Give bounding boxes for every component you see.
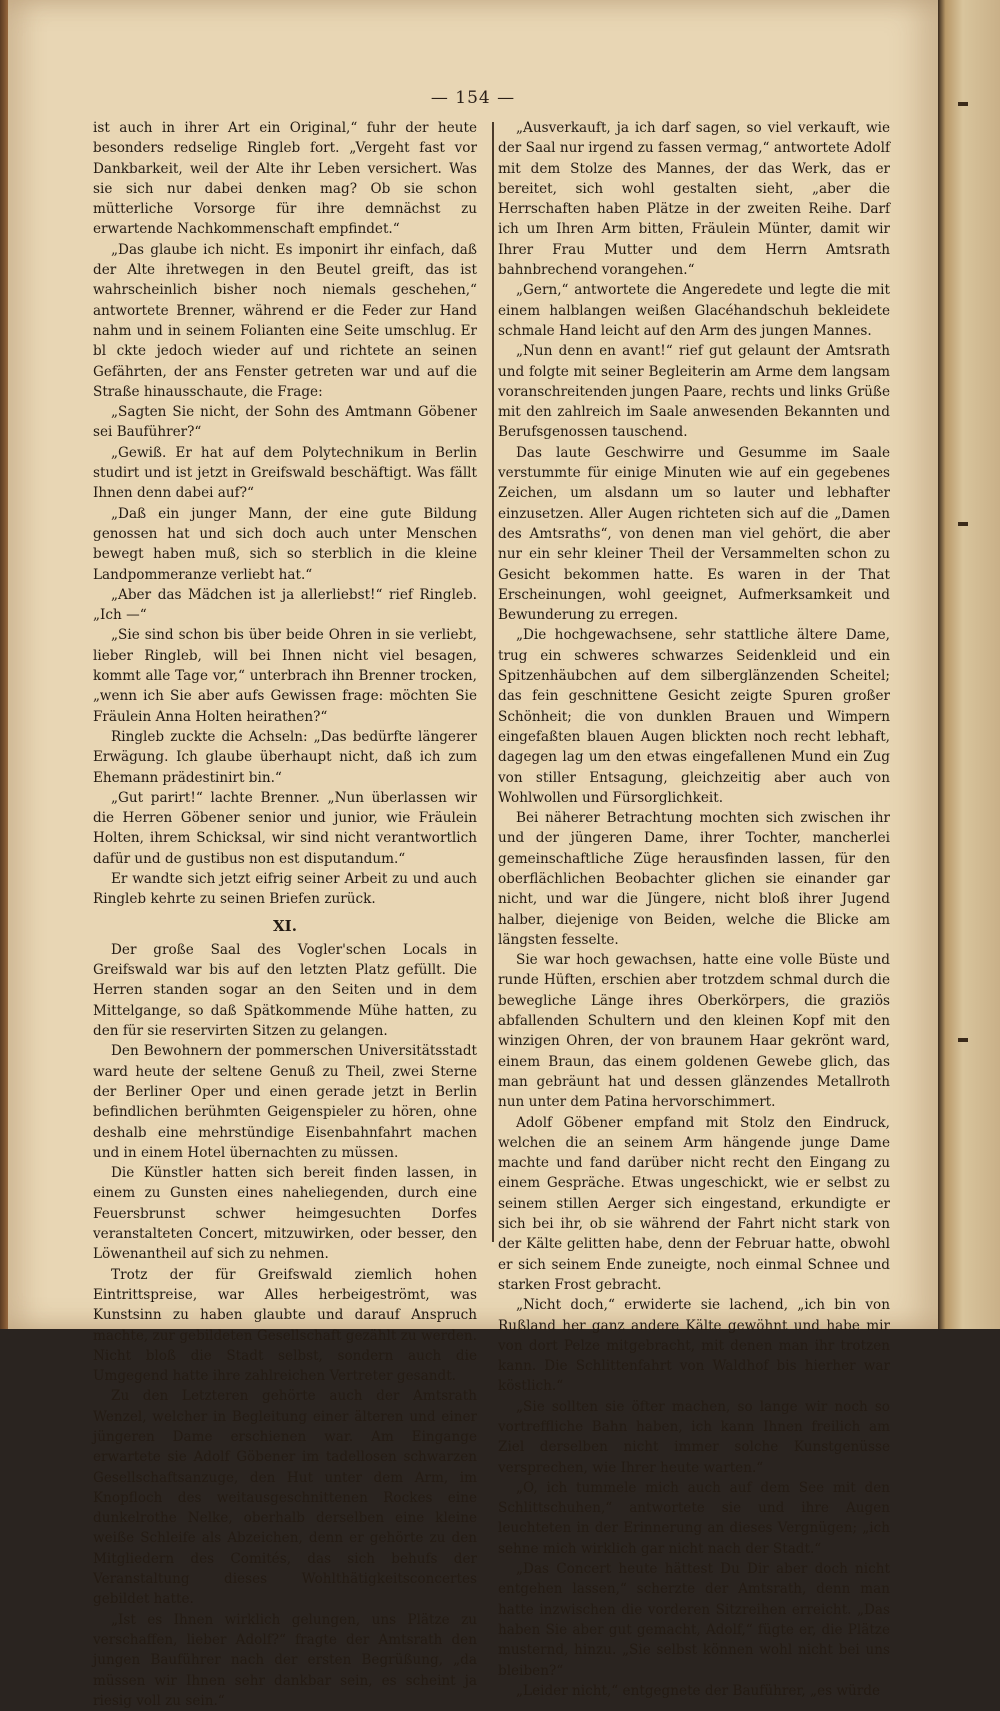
paragraph: Sie war hoch gewachsen, hatte eine volle Büste und runde Hüften, erschien aber trotzdem schmal durch die bewegliche Länge ihres Oberkörpers, die graziös abfallenden Schultern und den kleinen Kopf mit den winzigen Ohren, der von braunem Haar gekrönt ward, einem Braun, das einem goldenen Gewebe glich, das man gebräunt hat und dessen glänzendes Metallroth nun unter dem Patina hervorschimmert. [498, 952, 890, 1111]
paragraph: „Das Concert heute hättest Du Dir aber doch nicht entgehen lassen,“ scherzte der Amtsrath, denn man hatte inzwischen die vorderen Sitzreihen erreicht. „Das haben Sie aber gut gemacht, Adolf,“ fügte er, die Plätze musternd, hinzu. „Sie selbst können wohl nicht bei uns bleiben?“ [498, 1561, 890, 1679]
paragraph: Er wandte sich jetzt eifrig seiner Arbeit zu und auch Ringleb kehrte zu seinen Briefen zurück. [93, 870, 477, 908]
paragraph: „Daß ein junger Mann, der eine gute Bildung genossen hat und sich doch auch unter Menschen bewegt haben muß, sich so sterblich in die kleine Landpommeranze verliebt hat.“ [93, 505, 477, 583]
paragraph: „Sie sollten sie öfter machen, so lange wir noch so vortreffliche Bahn haben, ich kann Ihnen freilich am Ziel derselben nicht immer solche Kunstgenüsse versprechen, wie Ihrer heute warten.“ [498, 1398, 890, 1476]
right-column [498, 118, 890, 1701]
paragraph: „Aber das Mädchen ist ja allerliebst!“ rief Ringleb. „Ich —“ [93, 586, 477, 624]
paragraph: Ringleb zuckte die Achseln: „Das bedürfte längerer Erwägung. Ich glaube überhaupt nicht, daß ich zum Ehemann prädestinirt bin.“ [93, 728, 477, 786]
next-page-edge [938, 0, 1000, 1329]
paragraph: Das laute Geschwirre und Gesumme im Saale verstummte für einige Minuten wie auf ein gegebenes Zeichen, um alsdann um so lauter und lebhafter einzusetzen. Aller Augen richteten sich auf die „Damen des Amtsraths“, von denen man viel gehört, die aber nur ein sehr kleiner Theil der Versammelten schon zu Gesicht bekommen hatte. Es waren in der That Erscheinungen, wohl geeignet, Aufmerksamkeit und Bewunderung zu erregen. [498, 444, 890, 624]
paragraph: ist auch in ihrer Art ein Original,“ fuhr der heute besonders redselige Ringleb fort. „Vergeht fast vor Dankbarkeit, weil der Alte ihr Leben versichert. Was sie sich nur dabei denken mag? Ob sie schon mütterliche Vorsorge für ihre demnächst zu erwartende Nachkommenschaft empfindet.“ [93, 120, 477, 238]
paragraph: „Das glaube ich nicht. Es imponirt ihr einfach, daß der Alte ihretwegen in den Beutel greift, das ist wahrscheinlich bisher noch niemals geschehen,“ antwortete Brenner, während er die Feder zur Hand nahm und in seinem Folianten eine Seite umschlug. Er bl ckte jedoch wieder auf und richtete an seinen Gefährten, der ans Fenster getreten war und auf die Straße hinausschaute, die Frage: [93, 241, 477, 400]
paragraph: „Ausverkauft, ja ich darf sagen, so viel verkauft, wie der Saal nur irgend zu fassen vermag,“ antwortete Adolf mit dem Stolze des Mannes, der das Werk, das er bereitet, sich wohl gestalten sieht, „aber die Herrschaften haben Plätze in der zweiten Reihe. Darf ich um Ihren Arm bitten, Fräulein Münter, damit wir Ihrer Frau Mutter und dem Herrn Amtsrath bahnbrechend vorangehen.“ [498, 120, 890, 279]
paragraph: „Gern,“ antwortete die Angeredete und legte die mit einem halblangen weißen Glacéhandschuh bekleidete schmale Hand leicht auf den Arm des jungen Mannes. [498, 282, 890, 339]
paragraph: „Nicht doch,“ erwiderte sie lachend, „ich bin von Rußland her ganz andere Kälte gewöhnt und habe mir von dort Pelze mitgebracht, mit denen man ihr trotzen kann. Die Schlittenfahrt von Waldhof bis hierher war köstlich.“ [498, 1297, 890, 1395]
chapter-heading: XI. [273, 916, 297, 935]
paragraph: Der große Saal des Vogler'schen Locals in Greifswald war bis auf den letzten Platz gefüllt. Die Herren standen sogar an den Seiten und in dem Mittelgange, so daß Spätkommende Mühe hatten, zu den für sie reservirten Sitzen zu gelangen. [93, 941, 477, 1040]
paragraph: Zu den Letzteren gehörte auch der Amtsrath Wenzel, welcher in Begleitung einer älteren und einer jüngeren Dame erschienen war. Am Eingange erwartete sie Adolf Göbener im tadellosen schwarzen Gesellschaftsanzuge, den Hut unter dem Arm, im Knopfloch des weitausgeschnittenen Rockes eine dunkelrothe Nelke, oberhalb derselben eine kleine weiße Schleife als Abzeichen, denn er gehörte zu den Mitgliedern des Comités, das sich behufs der Veranstaltung dieses Wohlthätigkeitsconcertes gebildet hatte. [93, 1388, 477, 1608]
page-number: — 154 — [430, 88, 516, 108]
column-divider [492, 122, 494, 1242]
paragraph: Adolf Göbener empfand mit Stolz den Eindruck, welchen die an seinem Arm hängende junge Dame machte und fand darüber nicht recht den Eingang zu einem Gespräche. Etwas ungeschickt, wie er selbst zu seinem stillen Aerger sich eingestand, erkundigte er sich bei ihr, ob sie während der Fahrt nicht stark von der Kälte gelitten habe, denn der Februar hatte, obwohl er sich seinem Ende zuneigte, noch einmal Schnee und starken Frost gebracht. [498, 1114, 890, 1293]
paragraph: Den Bewohnern der pommerschen Universitätsstadt ward heute der seltene Genuß zu Theil, zwei Sterne der Berliner Oper und einen gerade jetzt in Berlin befindlichen berühmten Geigenspieler zu hören, ohne deshalb eine mehrstündige Eisenbahnfahrt machen und in einem Hotel übernachten zu müssen. [93, 1043, 477, 1161]
paragraph: „Gut parirt!“ lachte Brenner. „Nun überlassen wir die Herren Göbener senior und junior, wie Fräulein Holten, ihrem Schicksal, wir sind nicht verantwortlich dafür und de gustibus non est disputandum.“ [93, 789, 477, 867]
paragraph: „O, ich tummele mich auch auf dem See mit den Schlittschuhen,“ antwortete sie und ihre Augen leuchteten in der Erinnerung an dieses Vergnügen; „ich sehne mich wirklich gar nicht nach der Stadt.“ [498, 1479, 890, 1557]
paragraph: Die Künstler hatten sich bereit finden lassen, in einem zu Gunsten eines naheliegenden, durch eine Feuersbrunst schwer heimgesuchten Dorfes veranstalteten Concert, mitzuwirken, oder besser, den Löwenantheil auf sich zu nehmen. [93, 1165, 477, 1263]
page-edge-mark [958, 522, 968, 526]
book-page [8, 0, 938, 1709]
paragraph: „Die hochgewachsene, sehr stattliche ältere Dame, trug ein schweres schwarzes Seidenkleid und ein Spitzenhäubchen auf dem silberglänzenden Scheitel; das fein geschnittene Gesicht zeigte Spuren großer Schönheit; die von dunklen Brauen und Wimpern eingefaßten blauen Augen blickten noch recht lebhaft, dagegen lag um den etwas eingefallenen Mund ein Zug von stiller Entsagung, gleichzeitig aber auch von Wohlwollen und Fürsorglichkeit. [498, 627, 890, 806]
paragraph: „Ist es Ihnen wirklich gelungen, uns Plätze zu verschaffen, lieber Adolf?“ fragte der Amtsrath den jungen Bauführer nach der ersten Begrüßung, „da müssen wir Ihnen sehr dankbar sein, es scheint ja riesig voll zu sein.“ [93, 1611, 477, 1709]
paragraph: Trotz der für Greifswald ziemlich hohen Eintrittspreise, war Alles herbeigeströmt, was Kunstsinn zu haben glaubte und darauf Anspruch machte, zur gebildeten Gesellschaft gezählt zu werden. Nicht bloß die Stadt selbst, sondern auch die Umgegend hatte ihre zahlreichen Vertreter gesandt. [93, 1266, 477, 1385]
paragraph: „Leider nicht,“ entgegnete der Bauführer, „es würde [516, 1682, 881, 1699]
paragraph: Bei näherer Betrachtung mochten sich zwischen ihr und der jüngeren Dame, ihrer Tochter, mancherlei gemeinschaftliche Züge herausfinden lassen, für den oberflächlichen Beobachter glichen sie einander gar nicht, und war die Jüngere, nicht bloß ihrer Jugend halber, diejenige von Beiden, welche die Blicke am längsten fesselte. [498, 810, 890, 948]
paragraph: „Gewiß. Er hat auf dem Polytechnikum in Berlin studirt und ist jetzt in Greifswald beschäftigt. Was fällt Ihnen denn dabei auf?“ [93, 444, 477, 502]
paragraph: „Sagten Sie nicht, der Sohn des Amtmann Göbener sei Bauführer?“ [93, 404, 477, 441]
page-edge-mark [958, 102, 968, 106]
paragraph: „Nun denn en avant!“ rief gut gelaunt der Amtsrath und folgte mit seiner Begleiterin am Arme dem langsam voranschreitenden jungen Paare, rechts und links Grüße mit den zahlreich im Saale anwesenden Bekannten und Berufsgenossen tauschend. [498, 343, 890, 441]
paragraph: „Sie sind schon bis über beide Ohren in sie verliebt, lieber Ringleb, will bei Ihnen nicht viel besagen, kommt alle Tage vor,“ unterbrach ihn Brenner trocken, „wenn ich Sie aber aufs Gewissen frage: möchten Sie Fräulein Anna Holten heirathen?“ [93, 627, 477, 725]
page-edge-mark [958, 1038, 968, 1042]
left-column [93, 118, 477, 1711]
